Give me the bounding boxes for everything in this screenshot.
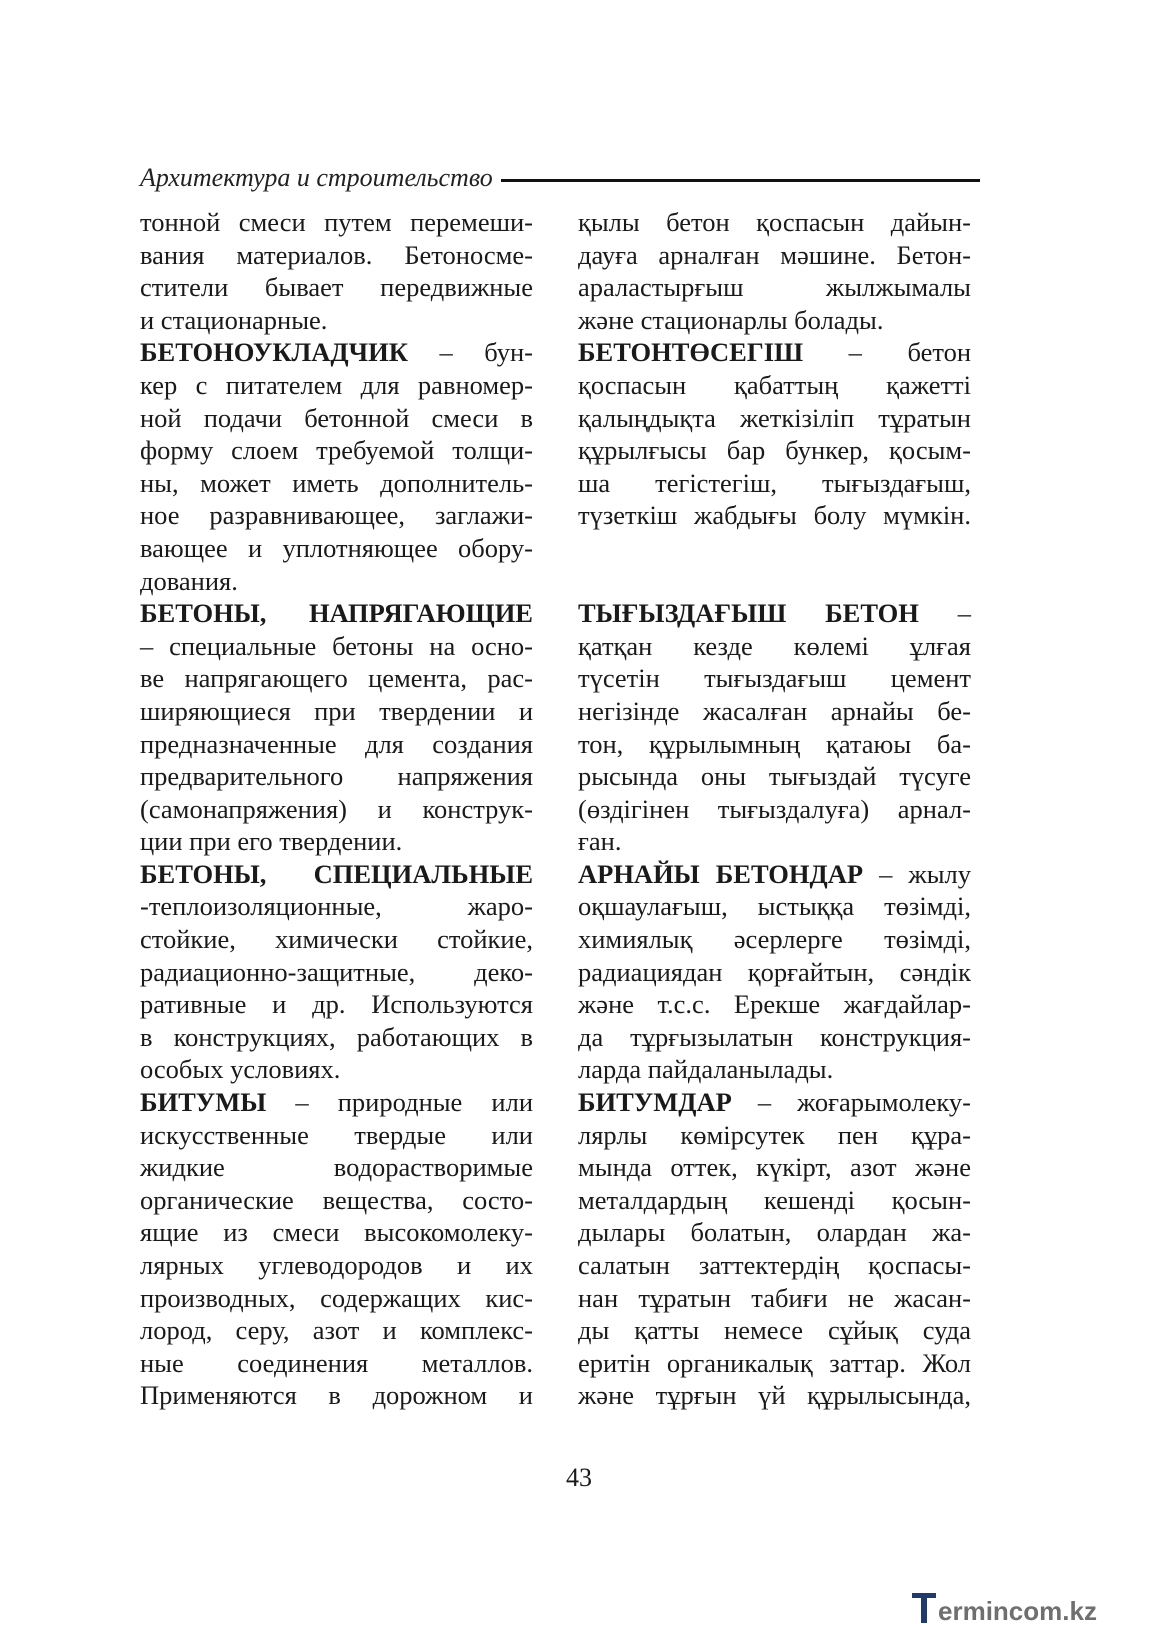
- line-text: искусственные твердые или: [140, 1119, 533, 1150]
- line-text: Применяются в дорожном и: [140, 1380, 533, 1411]
- line-text: қалыңдықта жеткізіліп тұратын: [578, 402, 971, 433]
- line-text: металдардың кешенді қосын-: [578, 1184, 971, 1215]
- text-line: [140, 239, 533, 272]
- line-text: тонной смеси путем перемеши-: [140, 207, 533, 237]
- text-line: [578, 1282, 971, 1315]
- text-line: [140, 1086, 533, 1119]
- line-text: қоспасын қабаттың қажетті: [578, 369, 971, 400]
- line-text: предназначенные для создания: [140, 728, 533, 759]
- text-line: [140, 793, 533, 826]
- line-text: тон, құрылымның қатаюы ба-: [578, 728, 971, 759]
- text-line: [578, 695, 971, 728]
- text-line: [140, 956, 533, 989]
- entry-term: БЕТОНОУКЛАДЧИК: [140, 337, 408, 368]
- text-line: [578, 434, 971, 467]
- line-text: ширяющиеся при твердении и: [140, 695, 533, 726]
- text-line: [578, 402, 971, 435]
- text-line: [140, 1347, 533, 1380]
- line-text: мында оттек, күкірт, азот және: [578, 1152, 971, 1183]
- text-line: [578, 206, 971, 239]
- line-text: в конструкциях, работающих в: [140, 1021, 533, 1052]
- line-text: ларда пайдаланылады.: [578, 1054, 834, 1085]
- line-text: ные соединения металлов.: [140, 1347, 533, 1378]
- text-line: [578, 1086, 971, 1119]
- entry-term: БЕТОНЫ, НАПРЯГАЮЩИЕ: [140, 598, 533, 629]
- line-text: стители бывает передвижные: [140, 272, 533, 303]
- text-line: [140, 1216, 533, 1249]
- text-line: [140, 304, 533, 337]
- text-line: [578, 825, 971, 858]
- text-line: [140, 532, 533, 565]
- header-rule: [501, 179, 980, 182]
- text-line: [140, 336, 533, 369]
- line-text: – специальные бетоны на осно-: [140, 630, 533, 661]
- line-text: дылары болатын, олардан жа-: [578, 1217, 971, 1248]
- text-line: [140, 1249, 533, 1282]
- line-text: түсетін тығыздағыш цемент: [578, 663, 971, 694]
- line-text: ративные и др. Используются: [140, 989, 533, 1020]
- left-column-russian: [140, 206, 533, 1412]
- line-text: салатын заттектердің қоспасы-: [578, 1250, 971, 1280]
- line-text: предварительного напряжения: [140, 761, 533, 792]
- line-text: лярлы көмірсутек пен құра-: [578, 1119, 971, 1150]
- line-text: ции при его твердении.: [140, 826, 403, 857]
- text-line: [578, 1021, 971, 1054]
- logo-t-mark-icon: [912, 1593, 936, 1623]
- line-text: нан тұратын табиғи не жасан-: [578, 1282, 971, 1313]
- text-line: [578, 1053, 971, 1086]
- text-line: [578, 1347, 971, 1380]
- line-text: – бетон: [803, 337, 971, 368]
- line-text: және тұрғын үй құрылысында,: [578, 1380, 971, 1411]
- entry-term: БЕТОНЫ, СПЕЦИАЛЬНЫЕ: [140, 858, 533, 889]
- text-line: [578, 1151, 971, 1184]
- line-text: ве напрягающего цемента, рас-: [140, 663, 533, 694]
- text-line: [578, 304, 971, 337]
- line-text: лярных углеводородов и их: [140, 1250, 533, 1280]
- line-text: да тұрғызылатын конструкция-: [578, 1021, 971, 1052]
- line-text: рысында оны тығыздай түсуге: [578, 761, 971, 792]
- line-text: органические вещества, состо-: [140, 1184, 533, 1215]
- line-text: және стационарлы болады.: [578, 304, 884, 335]
- text-line: [140, 402, 533, 435]
- entry-term: АРНАЙЫ БЕТОНДАР: [578, 858, 864, 889]
- text-line: [578, 597, 971, 630]
- line-text: химиялық әсерлерге төзімді,: [578, 924, 971, 955]
- text-line: [578, 760, 971, 793]
- text-line: [140, 662, 533, 695]
- text-line: [140, 1282, 533, 1315]
- line-text: құрылғысы бар бункер, қосым-: [578, 435, 971, 466]
- line-text: кер с питателем для равномер-: [140, 369, 533, 400]
- text-line: [578, 988, 971, 1021]
- line-text: ды қатты немесе сұйық суда: [578, 1315, 971, 1346]
- text-line: [140, 467, 533, 500]
- text-line: [140, 1021, 533, 1054]
- text-line: [140, 630, 533, 663]
- text-line: [578, 793, 971, 826]
- text-line: [578, 565, 971, 598]
- text-line: [578, 1314, 971, 1347]
- text-line: [140, 890, 533, 923]
- text-line: [578, 923, 971, 956]
- right-column-kazakh: [578, 206, 971, 1412]
- line-text: және т.с.с. Ерекше жағдайлар-: [578, 989, 971, 1020]
- text-line: [578, 890, 971, 923]
- line-text: ной подачи бетонной смеси в: [140, 402, 533, 433]
- line-text: еритін органикалық заттар. Жол: [578, 1347, 971, 1378]
- text-line: [140, 728, 533, 761]
- line-text: производных, содержащих кис-: [140, 1282, 533, 1313]
- text-line: [140, 369, 533, 402]
- text-line: [578, 630, 971, 663]
- line-text: вающее и уплотняющее обору-: [140, 532, 533, 563]
- text-line: [140, 499, 533, 532]
- header-title: Архитектура и строительство: [140, 163, 493, 192]
- svg-text:ermincom.kz: ermincom.kz: [938, 1596, 1097, 1626]
- line-text: -теплоизоляционные, жаро-: [140, 891, 533, 922]
- text-line: [578, 271, 971, 304]
- line-text: радиационно-защитные, деко-: [140, 956, 533, 987]
- text-line: [140, 597, 533, 630]
- line-text: дования.: [140, 565, 238, 596]
- line-text: – жоғарымолеку-: [731, 1087, 971, 1118]
- text-line: [578, 336, 971, 369]
- line-text: жидкие водорастворимые: [140, 1152, 533, 1183]
- line-text: дауға арналған мәшине. Бетон-: [578, 239, 971, 270]
- text-line: [140, 434, 533, 467]
- line-text: – природные или: [266, 1087, 533, 1118]
- line-text: форму слоем требуемой толщи-: [140, 435, 533, 466]
- text-line: [140, 271, 533, 304]
- line-text: негізінде жасалған арнайы бе-: [578, 695, 971, 726]
- text-line: [140, 1053, 533, 1086]
- text-line: [578, 467, 971, 500]
- line-text: лород, серу, азот и комплекс-: [140, 1315, 533, 1346]
- line-text: ящие из смеси высокомолеку-: [140, 1217, 533, 1248]
- text-line: [578, 369, 971, 402]
- text-line: [578, 1216, 971, 1249]
- text-line: [578, 728, 971, 761]
- text-line: [578, 858, 971, 891]
- page-number: 43: [566, 1463, 592, 1492]
- line-text: ша тегістегіш, тығыздағыш,: [578, 467, 971, 498]
- line-text: ған.: [578, 826, 622, 857]
- line-text: и стационарные.: [140, 304, 328, 335]
- line-text: – жылу: [863, 858, 971, 889]
- text-line: [578, 239, 971, 272]
- text-line: [578, 1249, 971, 1282]
- entry-term: ТЫҒЫЗДАҒЫШ БЕТОН: [578, 598, 919, 629]
- line-text: ное разравнивающее, заглажи-: [140, 500, 533, 531]
- entry-term: БЕТОНТӨСЕГІШ: [578, 337, 804, 368]
- text-line: [578, 956, 971, 989]
- text-line: [140, 695, 533, 728]
- running-header: [140, 158, 980, 198]
- text-line: [140, 988, 533, 1021]
- line-text: түзеткіш жабдығы болу мүмкін.: [578, 500, 971, 531]
- termincom-logo-watermark: [908, 1587, 1128, 1631]
- line-text: –: [918, 598, 972, 629]
- line-text: вания материалов. Бетоносме-: [140, 239, 533, 270]
- text-line: [140, 206, 533, 239]
- text-line: [140, 760, 533, 793]
- line-text: радиациядан қорғайтын, сәндік: [578, 956, 971, 987]
- text-line: [140, 1151, 533, 1184]
- text-line: [578, 1119, 971, 1152]
- text-line: [140, 923, 533, 956]
- text-line: [140, 1119, 533, 1152]
- text-line: [140, 1379, 533, 1412]
- entry-term: БИТУМДАР: [578, 1087, 732, 1118]
- text-line: [140, 825, 533, 858]
- text-line: [578, 532, 971, 565]
- line-text: араластырғыш жылжымалы: [578, 272, 971, 303]
- line-text: (самонапряжения) и конструк-: [140, 793, 533, 824]
- text-line: [578, 499, 971, 532]
- line-text: ны, может иметь дополнитель-: [140, 467, 533, 498]
- text-line: [140, 858, 533, 891]
- line-text: (өздігінен тығыздалуға) арнал-: [578, 793, 971, 824]
- text-line: [578, 662, 971, 695]
- text-line: [578, 1184, 971, 1217]
- line-text: қатқан кезде көлемі ұлғая: [578, 630, 971, 661]
- text-line: [140, 1314, 533, 1347]
- text-line: [140, 565, 533, 598]
- text-line: [578, 1379, 971, 1412]
- entry-term: БИТУМЫ: [140, 1087, 267, 1118]
- line-text: особых условиях.: [140, 1054, 341, 1085]
- line-text: – бун-: [407, 337, 533, 368]
- text-line: [140, 1184, 533, 1217]
- line-text: оқшаулағыш, ыстыққа төзімді,: [578, 891, 971, 922]
- line-text: стойкие, химически стойкие,: [140, 924, 533, 955]
- line-text: қылы бетон қоспасын дайын-: [578, 207, 971, 237]
